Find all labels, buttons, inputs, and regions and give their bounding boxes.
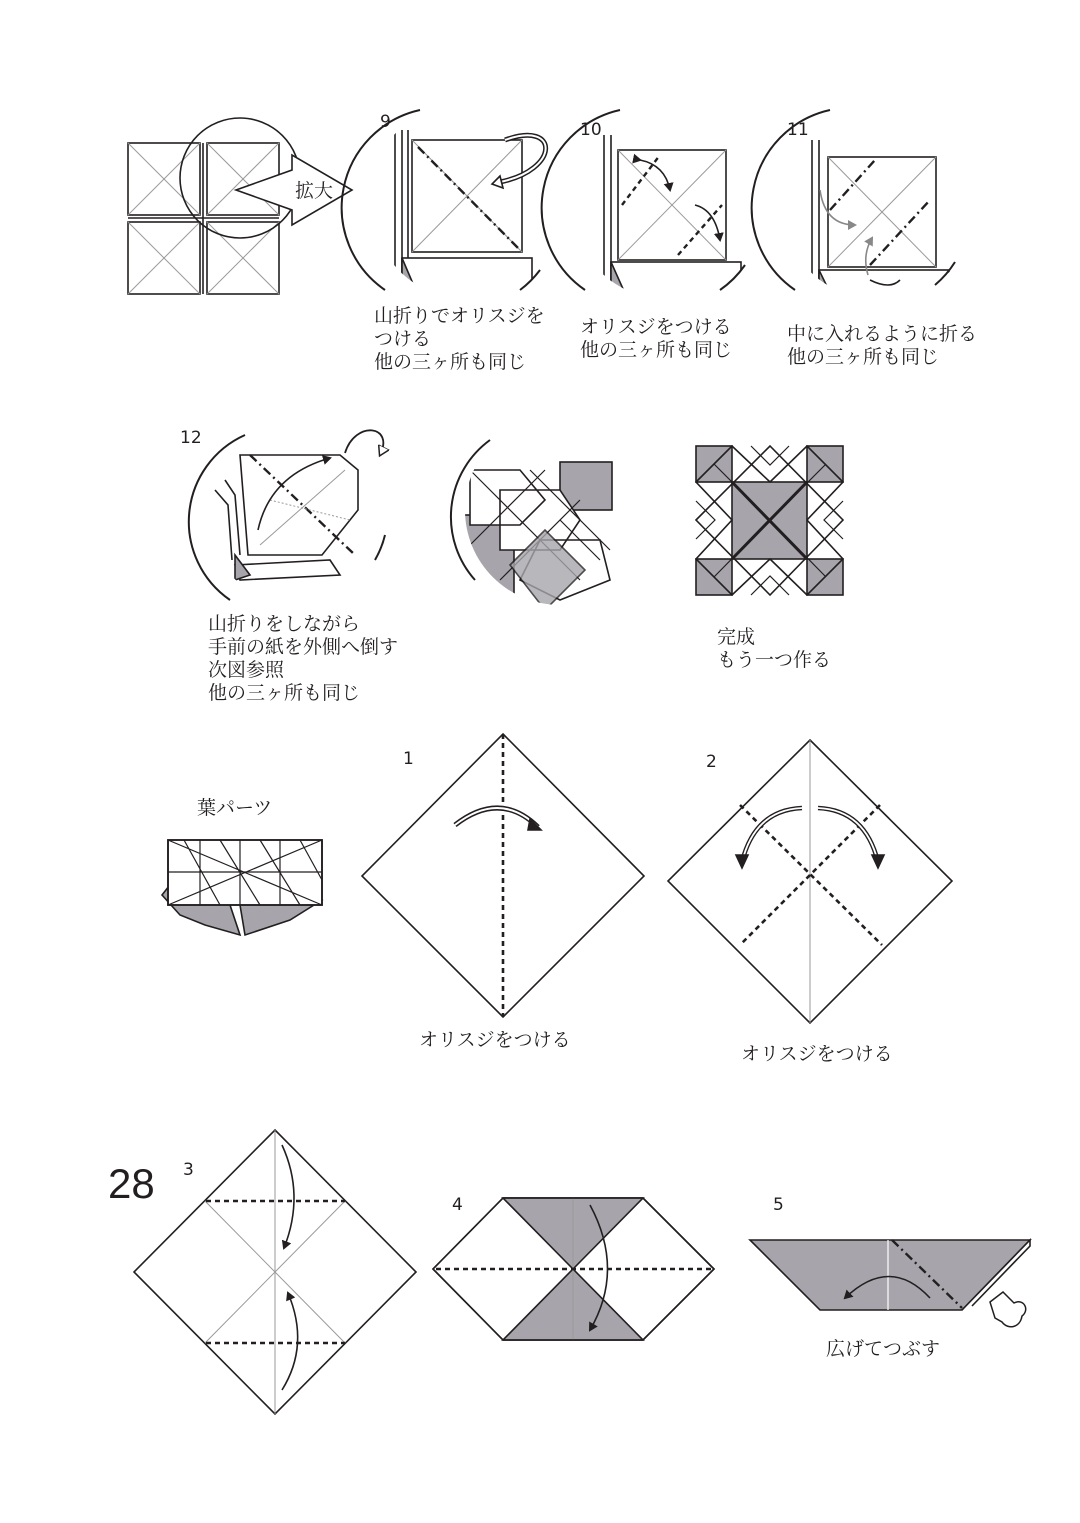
step8-figure xyxy=(128,118,352,294)
leaf-step2-caption: オリスジをつける xyxy=(741,1043,893,1065)
leaf-step4-number: 4 xyxy=(452,1195,463,1215)
caption-line: オリスジをつける xyxy=(580,316,732,338)
step9-figure xyxy=(342,110,546,310)
caption-line: 山折りをしながら xyxy=(208,613,361,635)
caption-line: 他の三ヶ所も同じ xyxy=(580,339,733,361)
step9-number: 9 xyxy=(380,112,391,132)
leaf-step2-number: 2 xyxy=(706,752,717,772)
step11-figure xyxy=(752,110,955,310)
leaf-step3-number: 3 xyxy=(183,1160,194,1180)
leaf-step5-number: 5 xyxy=(773,1195,784,1215)
step12-figure xyxy=(189,430,385,600)
leaf-step5-caption: 広げてつぶす xyxy=(826,1338,941,1360)
step11-number: 11 xyxy=(787,120,809,140)
leaf-step1-figure xyxy=(362,734,644,1017)
caption-line: 他の三ヶ所も同じ xyxy=(374,351,527,373)
caption-line: 完成 xyxy=(717,626,756,648)
leaf-step2-figure xyxy=(668,740,952,1023)
caption-line: 中に入れるように折る xyxy=(787,323,978,345)
step11-caption xyxy=(787,323,977,369)
caption-line: 次図参照 xyxy=(208,659,285,681)
leaf-step5-figure xyxy=(750,1240,1030,1327)
step12-number: 12 xyxy=(180,428,202,448)
leaf-step1-number: 1 xyxy=(403,749,414,769)
step10-figure xyxy=(542,110,745,310)
done-caption xyxy=(717,626,831,672)
leaf-parts-figure xyxy=(162,840,322,935)
step10-number: 10 xyxy=(580,120,602,140)
step12-caption xyxy=(208,613,398,705)
step13-figure xyxy=(451,440,612,610)
pointing-hand-icon xyxy=(990,1292,1026,1327)
caption-line: もう一つ作る xyxy=(717,649,832,671)
page-number: 28 xyxy=(108,1160,155,1207)
completed-figure xyxy=(696,446,843,595)
leaf-step4-figure xyxy=(433,1198,714,1340)
caption-line: つける xyxy=(374,328,432,350)
leaf-parts-title: 葉パーツ xyxy=(197,797,273,819)
caption-line: 他の三ヶ所も同じ xyxy=(208,682,361,704)
zoom-label-text: 拡大 xyxy=(295,180,334,202)
caption-line: 手前の紙を外側へ倒す xyxy=(208,636,399,658)
step9-caption xyxy=(374,305,545,374)
caption-line: 他の三ヶ所も同じ xyxy=(787,346,940,368)
leaf-step3-figure xyxy=(134,1130,416,1414)
caption-line: 山折りでオリスジを xyxy=(374,305,545,327)
leaf-step1-caption: オリスジをつける xyxy=(419,1029,571,1051)
step10-caption xyxy=(580,316,732,362)
